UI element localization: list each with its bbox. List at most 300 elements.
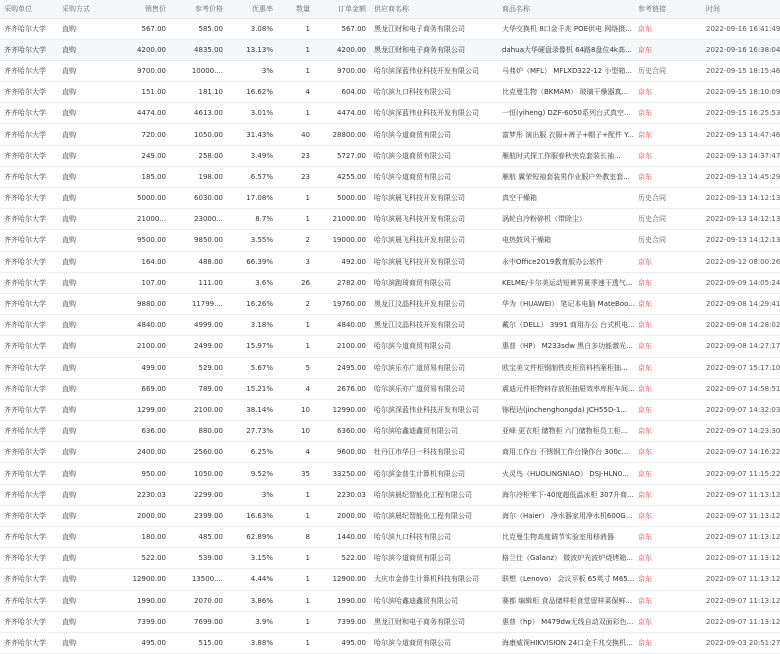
- cell-buyer: 齐齐哈尔大学: [0, 548, 58, 569]
- cell-ref-price: 258.00: [170, 145, 227, 166]
- cell-sale-price: 21000...: [112, 209, 170, 230]
- table-row[interactable]: [0, 590, 780, 611]
- cell-discount: 3%: [227, 60, 277, 81]
- cell-product: 惠普（HP） M233sdw 黑白多功能激光...: [498, 336, 634, 357]
- cell-amount: 28800.00: [314, 124, 370, 145]
- cell-time: 2022-09-08 14:27:17: [702, 336, 780, 357]
- cell-ref-link[interactable]: 京东: [634, 442, 702, 463]
- cell-qty: 1: [277, 18, 314, 39]
- cell-ref-link[interactable]: 历史合同: [634, 230, 702, 251]
- cell-discount: 66.39%: [227, 251, 277, 272]
- cell-qty: 26: [277, 272, 314, 293]
- cell-ref-price: 485.00: [170, 527, 227, 548]
- cell-sale-price: 522.00: [112, 548, 170, 569]
- cell-amount: 2495.00: [314, 357, 370, 378]
- cell-ref-price: 2100.00: [170, 399, 227, 420]
- cell-amount: 567.00: [314, 18, 370, 39]
- cell-sale-price: 4200.00: [112, 39, 170, 60]
- cell-supplier: 哈尔滨九口科技有限公司: [370, 82, 498, 103]
- cell-buyer: 齐齐哈尔大学: [0, 421, 58, 442]
- cell-amount: 5727.00: [314, 145, 370, 166]
- cell-discount: 27.73%: [227, 421, 277, 442]
- cell-supplier: 哈尔滨今道商贸有限公司: [370, 124, 498, 145]
- cell-discount: 13.13%: [227, 39, 277, 60]
- cell-ref-price: 23000...: [170, 209, 227, 230]
- cell-sale-price: 495.00: [112, 632, 170, 653]
- cell-time: 2022-09-07 11:13:12: [702, 590, 780, 611]
- cell-amount: 2000.00: [314, 505, 370, 526]
- cell-ref-link[interactable]: 京东: [634, 336, 702, 357]
- cell-ref-link[interactable]: 京东: [634, 103, 702, 124]
- cell-amount: 2782.00: [314, 272, 370, 293]
- cell-ref-link[interactable]: 历史合同: [634, 60, 702, 81]
- cell-ref-price: 539.00: [170, 548, 227, 569]
- cell-ref-price: 10000....: [170, 60, 227, 81]
- cell-product: 涡轮自冷粉碎机（带除尘）: [498, 209, 634, 230]
- cell-supplier: 哈尔滨今道商贸有限公司: [370, 336, 498, 357]
- cell-supplier: 哈尔滨深蓝伟业科技开发有限公司: [370, 399, 498, 420]
- cell-discount: 16.62%: [227, 82, 277, 103]
- cell-ref-link[interactable]: 京东: [634, 39, 702, 60]
- table-row[interactable]: [0, 527, 780, 548]
- cell-supplier: 哈尔滨哈鑫迪鑫贸有限公司: [370, 421, 498, 442]
- table-row[interactable]: [0, 230, 780, 251]
- cell-method: 直购: [58, 378, 112, 399]
- table-row[interactable]: [0, 166, 780, 187]
- cell-ref-price: 1050.00: [170, 463, 227, 484]
- cell-ref-link[interactable]: 京东: [634, 357, 702, 378]
- cell-discount: 8.7%: [227, 209, 277, 230]
- cell-ref-link[interactable]: 京东: [634, 505, 702, 526]
- cell-ref-price: 488.00: [170, 251, 227, 272]
- cell-method: 直购: [58, 569, 112, 590]
- cell-ref-link[interactable]: 京东: [634, 421, 702, 442]
- cell-ref-price: 4835.00: [170, 39, 227, 60]
- cell-ref-link[interactable]: 京东: [634, 527, 702, 548]
- cell-ref-price: 585.00: [170, 18, 227, 39]
- cell-product: 海尔（Haier） 净水器家用净水机600G...: [498, 505, 634, 526]
- table-row[interactable]: [0, 315, 780, 336]
- cell-discount: 3.08%: [227, 18, 277, 39]
- cell-method: 直购: [58, 590, 112, 611]
- column-header-time[interactable]: 时间: [702, 0, 780, 18]
- cell-ref-link[interactable]: 京东: [634, 293, 702, 314]
- cell-buyer: 齐齐哈尔大学: [0, 442, 58, 463]
- table-row[interactable]: [0, 145, 780, 166]
- cell-ref-price: 789.00: [170, 378, 227, 399]
- cell-time: 2022-09-16 16:38:04: [702, 39, 780, 60]
- table-row[interactable]: [0, 103, 780, 124]
- column-header-product[interactable]: 商品名称: [498, 0, 634, 18]
- cell-ref-price: 9850.00: [170, 230, 227, 251]
- cell-ref-link[interactable]: 京东: [634, 548, 702, 569]
- cell-ref-price: 2399.00: [170, 505, 227, 526]
- table-row[interactable]: [0, 548, 780, 569]
- cell-product: 海康威视HIKVISION 24口金千兆交换机...: [498, 632, 634, 653]
- cell-method: 直购: [58, 293, 112, 314]
- cell-supplier: 哈尔滨深蓝伟业科技开发有限公司: [370, 60, 498, 81]
- cell-buyer: 齐齐哈尔大学: [0, 188, 58, 209]
- table-row[interactable]: [0, 124, 780, 145]
- cell-sale-price: 7399.00: [112, 611, 170, 632]
- cell-sale-price: 567.00: [112, 18, 170, 39]
- table-row[interactable]: [0, 463, 780, 484]
- cell-supplier: 牡丹江市华日一科技有限公司: [370, 442, 498, 463]
- cell-method: 直购: [58, 124, 112, 145]
- cell-supplier: 哈尔滨九口科技有限公司: [370, 527, 498, 548]
- column-header-ref-link[interactable]: 参考链接: [634, 0, 702, 18]
- cell-qty: 4: [277, 442, 314, 463]
- cell-qty: 2: [277, 293, 314, 314]
- cell-ref-link[interactable]: 京东: [634, 590, 702, 611]
- cell-sale-price: 9700.00: [112, 60, 170, 81]
- cell-method: 直购: [58, 399, 112, 420]
- cell-time: 2022-09-07 14:23:30: [702, 421, 780, 442]
- cell-sale-price: 151.00: [112, 82, 170, 103]
- cell-amount: 7399.00: [314, 611, 370, 632]
- cell-ref-price: 515.00: [170, 632, 227, 653]
- cell-supplier: 黑龙江汶晶科技开发有限公司: [370, 315, 498, 336]
- cell-qty: 5: [277, 357, 314, 378]
- table-row[interactable]: [0, 336, 780, 357]
- cell-discount: 17.08%: [227, 188, 277, 209]
- column-header-discount[interactable]: 优惠率: [227, 0, 277, 18]
- cell-discount: 9.52%: [227, 463, 277, 484]
- cell-ref-price: 181.10: [170, 82, 227, 103]
- cell-ref-link[interactable]: 历史合同: [634, 188, 702, 209]
- cell-qty: 1: [277, 569, 314, 590]
- cell-amount: 2676.00: [314, 378, 370, 399]
- cell-product: 比克曼生物（BKMAM） 玻璃干燥器真...: [498, 82, 634, 103]
- cell-supplier: 黑龙江财和电子商务有限公司: [370, 39, 498, 60]
- cell-product: 赛都 编辑柜 食品储样柜食堂留样菜保鲜...: [498, 590, 634, 611]
- cell-buyer: 齐齐哈尔大学: [0, 336, 58, 357]
- cell-supplier: 哈尔滨今道商贸有限公司: [370, 166, 498, 187]
- cell-method: 直购: [58, 442, 112, 463]
- cell-method: 直购: [58, 548, 112, 569]
- table-row[interactable]: [0, 505, 780, 526]
- cell-ref-link[interactable]: 京东: [634, 272, 702, 293]
- cell-sale-price: 185.00: [112, 166, 170, 187]
- cell-discount: 3.6%: [227, 272, 277, 293]
- table-row[interactable]: [0, 378, 780, 399]
- table-row[interactable]: [0, 272, 780, 293]
- cell-product: 一恒(yiheng) DZF-6050系列台式真空...: [498, 103, 634, 124]
- cell-qty: 23: [277, 145, 314, 166]
- cell-time: 2022-09-07 11:13:12: [702, 548, 780, 569]
- cell-method: 直购: [58, 188, 112, 209]
- cell-buyer: 齐齐哈尔大学: [0, 569, 58, 590]
- cell-ref-link[interactable]: 京东: [634, 315, 702, 336]
- cell-ref-link[interactable]: 京东: [634, 251, 702, 272]
- cell-amount: 4474.00: [314, 103, 370, 124]
- cell-buyer: 齐齐哈尔大学: [0, 166, 58, 187]
- cell-ref-link[interactable]: 京东: [634, 611, 702, 632]
- cell-discount: 3.15%: [227, 548, 277, 569]
- cell-method: 直购: [58, 209, 112, 230]
- cell-ref-link[interactable]: 京东: [634, 378, 702, 399]
- cell-ref-price: 2299.00: [170, 484, 227, 505]
- cell-amount: 4840.00: [314, 315, 370, 336]
- cell-supplier: 哈尔滨晨飞科技开发有限公司: [370, 251, 498, 272]
- cell-product: 亚峰 更衣柜 储物柜 六门储物柜员工柜...: [498, 421, 634, 442]
- cell-qty: 4: [277, 378, 314, 399]
- table-row[interactable]: [0, 209, 780, 230]
- cell-product: 欧宝美文件柜钢制铁皮柜资料档案柜抽...: [498, 357, 634, 378]
- cell-discount: 38.14%: [227, 399, 277, 420]
- cell-amount: 19760.00: [314, 293, 370, 314]
- cell-method: 直购: [58, 315, 112, 336]
- cell-buyer: 齐齐哈尔大学: [0, 103, 58, 124]
- cell-ref-price: 2560.00: [170, 442, 227, 463]
- cell-product: 商用工作台 不锈钢工作台操作台 300c...: [498, 442, 634, 463]
- cell-sale-price: 4840.00: [112, 315, 170, 336]
- table-row[interactable]: [0, 357, 780, 378]
- cell-buyer: 齐齐哈尔大学: [0, 315, 58, 336]
- cell-discount: 4.44%: [227, 569, 277, 590]
- cell-method: 直购: [58, 103, 112, 124]
- cell-amount: 1990.00: [314, 590, 370, 611]
- cell-ref-link[interactable]: 京东: [634, 632, 702, 653]
- column-header-sale-price[interactable]: 销售价: [112, 0, 170, 18]
- table-row[interactable]: [0, 293, 780, 314]
- cell-qty: 4: [277, 82, 314, 103]
- cell-sale-price: 107.00: [112, 272, 170, 293]
- cell-ref-price: 2070.00: [170, 590, 227, 611]
- cell-amount: 5000.00: [314, 188, 370, 209]
- table-row[interactable]: [0, 569, 780, 590]
- cell-ref-price: 4999.00: [170, 315, 227, 336]
- cell-product: 锦程达(jinchenghongda) JCH55D-1...: [498, 399, 634, 420]
- cell-ref-link[interactable]: 京东: [634, 82, 702, 103]
- cell-sale-price: 2100.00: [112, 336, 170, 357]
- cell-time: 2022-09-16 16:41:49: [702, 18, 780, 39]
- cell-time: 2022-09-13 14:12:13: [702, 188, 780, 209]
- table-row[interactable]: [0, 632, 780, 653]
- cell-discount: 31.43%: [227, 124, 277, 145]
- cell-ref-link[interactable]: 京东: [634, 145, 702, 166]
- cell-method: 直购: [58, 611, 112, 632]
- cell-sale-price: 12900.00: [112, 569, 170, 590]
- column-header-ref-price[interactable]: 参考价格: [170, 0, 227, 18]
- cell-time: 2022-09-07 11:13:12: [702, 611, 780, 632]
- cell-product: 海尔冷柜零下-40度超低温冰柜 307升商...: [498, 484, 634, 505]
- cell-time: 2022-09-07 14:16:22: [702, 442, 780, 463]
- cell-discount: 62.89%: [227, 527, 277, 548]
- cell-amount: 522.00: [314, 548, 370, 569]
- cell-supplier: 哈尔滨晨飞科技开发有限公司: [370, 188, 498, 209]
- cell-product: 电热鼓风干燥箱: [498, 230, 634, 251]
- cell-amount: 2230.03: [314, 484, 370, 505]
- cell-amount: 2100.00: [314, 336, 370, 357]
- cell-qty: 40: [277, 124, 314, 145]
- cell-discount: 3.18%: [227, 315, 277, 336]
- cell-product: 真空干燥箱: [498, 188, 634, 209]
- cell-buyer: 齐齐哈尔大学: [0, 82, 58, 103]
- cell-supplier: 哈尔滨乐亦广道贸易有限公司: [370, 357, 498, 378]
- cell-qty: 10: [277, 399, 314, 420]
- cell-product: 联想（Lenovo） 会议平板 65英寸 M65...: [498, 569, 634, 590]
- cell-discount: 15.21%: [227, 378, 277, 399]
- column-header-buyer[interactable]: 采购单位: [0, 0, 58, 18]
- cell-time: 2022-09-12 08:00:26: [702, 251, 780, 272]
- cell-amount: 9600.00: [314, 442, 370, 463]
- cell-time: 2022-09-03 20:51:27: [702, 632, 780, 653]
- cell-sale-price: 4474.00: [112, 103, 170, 124]
- cell-amount: 19000.00: [314, 230, 370, 251]
- column-header-method[interactable]: 采购方式: [58, 0, 112, 18]
- cell-supplier: 哈尔滨深蓝伟业科技开发有限公司: [370, 103, 498, 124]
- cell-ref-price: 529.00: [170, 357, 227, 378]
- cell-time: 2022-09-07 11:13:12: [702, 527, 780, 548]
- cell-sale-price: 9500.00: [112, 230, 170, 251]
- cell-sale-price: 2400.00: [112, 442, 170, 463]
- cell-ref-link[interactable]: 京东: [634, 18, 702, 39]
- cell-time: 2022-09-13 14:45:29: [702, 166, 780, 187]
- cell-ref-price: 1050.00: [170, 124, 227, 145]
- cell-ref-price: 11799....: [170, 293, 227, 314]
- cell-qty: 1: [277, 39, 314, 60]
- cell-method: 直购: [58, 18, 112, 39]
- cell-qty: 1: [277, 505, 314, 526]
- cell-amount: 9700.00: [314, 60, 370, 81]
- cell-time: 2022-09-13 14:47:46: [702, 124, 780, 145]
- cell-qty: 1: [277, 103, 314, 124]
- cell-product: 华为（HUAWEI） 笔记本电脑 MateBoo...: [498, 293, 634, 314]
- cell-time: 2022-09-07 11:13:12: [702, 484, 780, 505]
- cell-qty: 23: [277, 166, 314, 187]
- table-row[interactable]: [0, 611, 780, 632]
- cell-buyer: 齐齐哈尔大学: [0, 632, 58, 653]
- cell-time: 2022-09-08 14:28:02: [702, 315, 780, 336]
- cell-amount: 495.00: [314, 632, 370, 653]
- cell-product: 惠普（hp） M479dw无线自动双面彩色...: [498, 611, 634, 632]
- cell-qty: 1: [277, 315, 314, 336]
- cell-time: 2022-09-09 14:05:24: [702, 272, 780, 293]
- table-row[interactable]: [0, 60, 780, 81]
- cell-time: 2022-09-15 18:15:46: [702, 60, 780, 81]
- cell-supplier: 哈尔滨晨纪智能化工程有限公司: [370, 505, 498, 526]
- cell-method: 直购: [58, 527, 112, 548]
- cell-method: 直购: [58, 272, 112, 293]
- cell-supplier: 哈尔滨晨飞科技开发有限公司: [370, 230, 498, 251]
- cell-sale-price: 180.00: [112, 527, 170, 548]
- cell-ref-link[interactable]: 历史合同: [634, 209, 702, 230]
- cell-qty: 35: [277, 463, 314, 484]
- cell-ref-link[interactable]: 京东: [634, 463, 702, 484]
- cell-amount: 12990.00: [314, 399, 370, 420]
- cell-method: 直购: [58, 336, 112, 357]
- table-row[interactable]: [0, 188, 780, 209]
- cell-product: KELME/卡尔美运动短裤男夏季速干透气...: [498, 272, 634, 293]
- cell-ref-link[interactable]: 京东: [634, 484, 702, 505]
- cell-buyer: 齐齐哈尔大学: [0, 484, 58, 505]
- cell-qty: 1: [277, 60, 314, 81]
- cell-buyer: 齐齐哈尔大学: [0, 505, 58, 526]
- cell-product: 比克曼生物高度调节实验室用移液器: [498, 527, 634, 548]
- cell-product: 永中Office2019教育版办公软件: [498, 251, 634, 272]
- cell-product: 雁航 翼荣短袖套装男作业服户外教室套...: [498, 166, 634, 187]
- column-header-qty[interactable]: 数量: [277, 0, 314, 18]
- table-row[interactable]: [0, 82, 780, 103]
- cell-method: 直购: [58, 145, 112, 166]
- cell-time: 2022-09-13 14:12:13: [702, 209, 780, 230]
- cell-buyer: 齐齐哈尔大学: [0, 18, 58, 39]
- cell-method: 直购: [58, 60, 112, 81]
- cell-time: 2022-09-13 14:12:13: [702, 230, 780, 251]
- cell-ref-price: 111.00: [170, 272, 227, 293]
- cell-product: 雁航时式探工作服春秋夹克套装长袖...: [498, 145, 634, 166]
- cell-supplier: 黑龙江财和电子商务有限公司: [370, 611, 498, 632]
- table-row[interactable]: [0, 251, 780, 272]
- cell-method: 直购: [58, 505, 112, 526]
- cell-buyer: 齐齐哈尔大学: [0, 39, 58, 60]
- cell-qty: 1: [277, 209, 314, 230]
- table-row[interactable]: [0, 18, 780, 39]
- cell-method: 直购: [58, 632, 112, 653]
- table-row[interactable]: [0, 484, 780, 505]
- cell-qty: 8: [277, 527, 314, 548]
- cell-product: 大华交换机 8口金千兆 POE供电 网络摄...: [498, 18, 634, 39]
- cell-sale-price: 164.00: [112, 251, 170, 272]
- cell-qty: 1: [277, 188, 314, 209]
- cell-amount: 604.00: [314, 82, 370, 103]
- cell-buyer: 齐齐哈尔大学: [0, 590, 58, 611]
- cell-method: 直购: [58, 39, 112, 60]
- cell-product: dahua大华硬盘录像机 64路8盘位4k高...: [498, 39, 634, 60]
- cell-ref-link[interactable]: 京东: [634, 166, 702, 187]
- cell-time: 2022-09-07 11:13:12: [702, 569, 780, 590]
- table-row[interactable]: [0, 421, 780, 442]
- cell-amount: 6360.00: [314, 421, 370, 442]
- table-row[interactable]: [0, 442, 780, 463]
- cell-ref-link[interactable]: 京东: [634, 399, 702, 420]
- column-header-supplier[interactable]: 供应商名称: [370, 0, 498, 18]
- cell-buyer: 齐齐哈尔大学: [0, 463, 58, 484]
- cell-time: 2022-09-07 11:13:12: [702, 505, 780, 526]
- cell-buyer: 齐齐哈尔大学: [0, 611, 58, 632]
- cell-method: 直购: [58, 230, 112, 251]
- cell-time: 2022-09-07 14:58:51: [702, 378, 780, 399]
- cell-qty: 1: [277, 590, 314, 611]
- column-header-amount[interactable]: 订单金额: [314, 0, 370, 18]
- cell-supplier: 哈尔滨哈鑫迪鑫贸有限公司: [370, 590, 498, 611]
- cell-discount: 3.88%: [227, 632, 277, 653]
- cell-ref-link[interactable]: 京东: [634, 569, 702, 590]
- cell-ref-price: 198.00: [170, 166, 227, 187]
- cell-supplier: 哈尔滨晨纪智能化工程有限公司: [370, 484, 498, 505]
- cell-discount: 3%: [227, 484, 277, 505]
- cell-amount: 33250.00: [314, 463, 370, 484]
- cell-method: 直购: [58, 82, 112, 103]
- cell-buyer: 齐齐哈尔大学: [0, 378, 58, 399]
- cell-discount: 3.49%: [227, 145, 277, 166]
- cell-qty: 1: [277, 548, 314, 569]
- cell-ref-link[interactable]: 京东: [634, 124, 702, 145]
- table-row[interactable]: [0, 399, 780, 420]
- cell-buyer: 齐齐哈尔大学: [0, 209, 58, 230]
- cell-sale-price: 249.00: [112, 145, 170, 166]
- cell-sale-price: 950.00: [112, 463, 170, 484]
- cell-time: 2022-09-15 16:25:53: [702, 103, 780, 124]
- table-row[interactable]: [0, 39, 780, 60]
- cell-discount: 6.57%: [227, 166, 277, 187]
- cell-ref-price: 6030.00: [170, 188, 227, 209]
- cell-sale-price: 5000.00: [112, 188, 170, 209]
- cell-buyer: 齐齐哈尔大学: [0, 527, 58, 548]
- cell-method: 直购: [58, 166, 112, 187]
- cell-buyer: 齐齐哈尔大学: [0, 230, 58, 251]
